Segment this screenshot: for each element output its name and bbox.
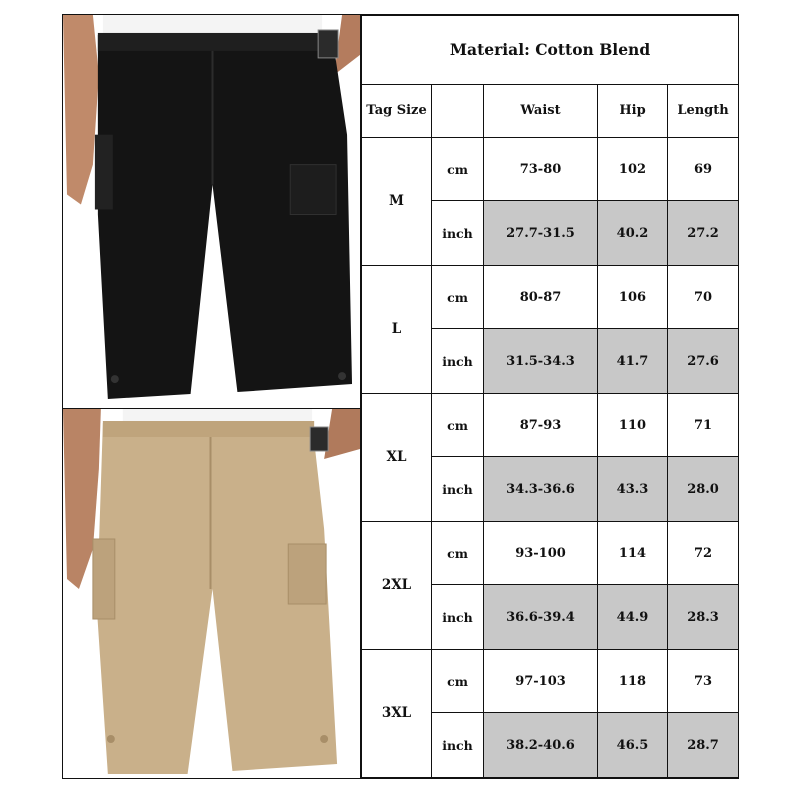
waist-cell: 97-103: [484, 649, 598, 713]
unit-cell: inch: [432, 585, 484, 650]
unit-cell: cm: [432, 137, 484, 201]
length-cell: 27.2: [668, 201, 739, 266]
waist-cell: 93-100: [484, 521, 598, 585]
unit-cell: inch: [432, 457, 484, 522]
unit-cell: inch: [432, 329, 484, 394]
waist-cell: 31.5-34.3: [484, 329, 598, 394]
waist-cell: 73-80: [484, 137, 598, 201]
unit-cell: inch: [432, 713, 484, 778]
header-hip: Hip: [598, 84, 668, 137]
khaki-shorts-photo: [63, 409, 360, 778]
length-cell: 27.6: [668, 329, 739, 394]
waist-cell: 80-87: [484, 265, 598, 329]
hip-cell: 41.7: [598, 329, 668, 394]
hip-cell: 118: [598, 649, 668, 713]
hip-cell: 106: [598, 265, 668, 329]
unit-cell: cm: [432, 649, 484, 713]
waist-cell: 36.6-39.4: [484, 585, 598, 650]
length-cell: 28.0: [668, 457, 739, 522]
hip-cell: 110: [598, 393, 668, 457]
length-cell: 69: [668, 137, 739, 201]
black-shorts-photo: [63, 15, 360, 409]
size-chart-frame: [62, 14, 739, 779]
length-cell: 72: [668, 521, 739, 585]
unit-cell: cm: [432, 521, 484, 585]
waist-cell: 34.3-36.6: [484, 457, 598, 522]
table-row: [362, 137, 739, 201]
size-label: L: [362, 265, 432, 393]
hip-cell: 46.5: [598, 713, 668, 778]
header-waist: Waist: [484, 84, 598, 137]
size-label: XL: [362, 393, 432, 521]
length-cell: 28.3: [668, 585, 739, 650]
waist-cell: 87-93: [484, 393, 598, 457]
hip-cell: 40.2: [598, 201, 668, 266]
unit-cell: cm: [432, 265, 484, 329]
size-label: 3XL: [362, 649, 432, 777]
hip-cell: 44.9: [598, 585, 668, 650]
waist-cell: 27.7-31.5: [484, 201, 598, 266]
hip-cell: 114: [598, 521, 668, 585]
table-title: Material: Cotton Blend: [362, 16, 739, 85]
length-cell: 70: [668, 265, 739, 329]
table-row: [362, 393, 739, 457]
hip-cell: 43.3: [598, 457, 668, 522]
length-cell: 73: [668, 649, 739, 713]
length-cell: 71: [668, 393, 739, 457]
table-row: [362, 521, 739, 585]
size-table: [361, 15, 739, 778]
header-length: Length: [668, 84, 739, 137]
unit-cell: cm: [432, 393, 484, 457]
hip-cell: 102: [598, 137, 668, 201]
size-label: 2XL: [362, 521, 432, 649]
table-row: [362, 649, 739, 713]
unit-cell: inch: [432, 201, 484, 266]
table-row: [362, 265, 739, 329]
waist-cell: 38.2-40.6: [484, 713, 598, 778]
size-label: M: [362, 137, 432, 265]
header-unit: [432, 84, 484, 137]
header-tag-size: Tag Size: [362, 84, 432, 137]
length-cell: 28.7: [668, 713, 739, 778]
product-photos: [63, 15, 361, 778]
